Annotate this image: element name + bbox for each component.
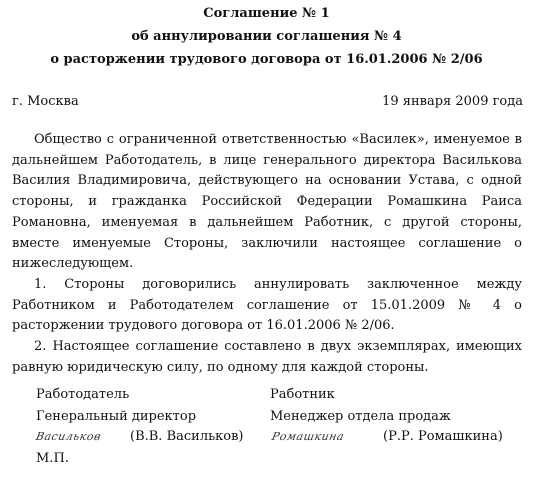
document-date: 19 января 2009 года xyxy=(382,94,523,109)
employer-label: Работодатель xyxy=(36,387,130,402)
paragraph-clause-2: 2. Настоящее соглашение составлено в двух экземплярах, имеющих равную юридическую силу, по одному для каждой стороны. xyxy=(12,339,522,375)
employer-handwritten-signature xyxy=(35,430,103,443)
paragraph-clause-1: 1. Стороны договорились аннулировать заключенное между Работником и Работодателем соглашение от 15.01.2009 № 4 о расторжении трудового договора от 16.01.2006 № 2/06. xyxy=(12,276,522,334)
employee-position: Менеджер отдела продаж xyxy=(270,409,451,424)
document-body xyxy=(12,130,522,378)
employer-name: (В.В. Васильков) xyxy=(130,429,244,444)
employer-position: Генеральный директор xyxy=(36,409,197,424)
employee-name: (Р.Р. Ромашкина) xyxy=(383,429,503,444)
employee-handwritten-signature xyxy=(271,430,346,443)
stamp-placeholder: М.П. xyxy=(36,451,69,466)
employee-label: Работник xyxy=(270,387,335,402)
paragraph-preamble: Общество с ограниченной ответственностью «Василек», именуемое в дальнейшем Работодатель, в лице генерального директора Василькова Василия Владимировича, действующего на основании Устава, с одной стороны, и гражданка Российской Федерации Ромашкина Раиса Романовна, именуемая в дальнейшем Работник, с другой стороны, вместе именуемые Стороны, заключили настоящее соглашение о нижеследующем. xyxy=(12,132,522,272)
document-subtitle: об аннулировании соглашения № 4 xyxy=(131,29,402,44)
employer-signature-text: Васильков xyxy=(34,430,103,443)
employee-signature-text: Ромашкина xyxy=(270,430,346,443)
document-title: Соглашение № 1 xyxy=(203,6,330,21)
document-subtitle-2: о расторжении трудового договора от 16.01.2006 № 2/06 xyxy=(50,52,483,67)
place-of-signing: г. Москва xyxy=(12,94,79,109)
